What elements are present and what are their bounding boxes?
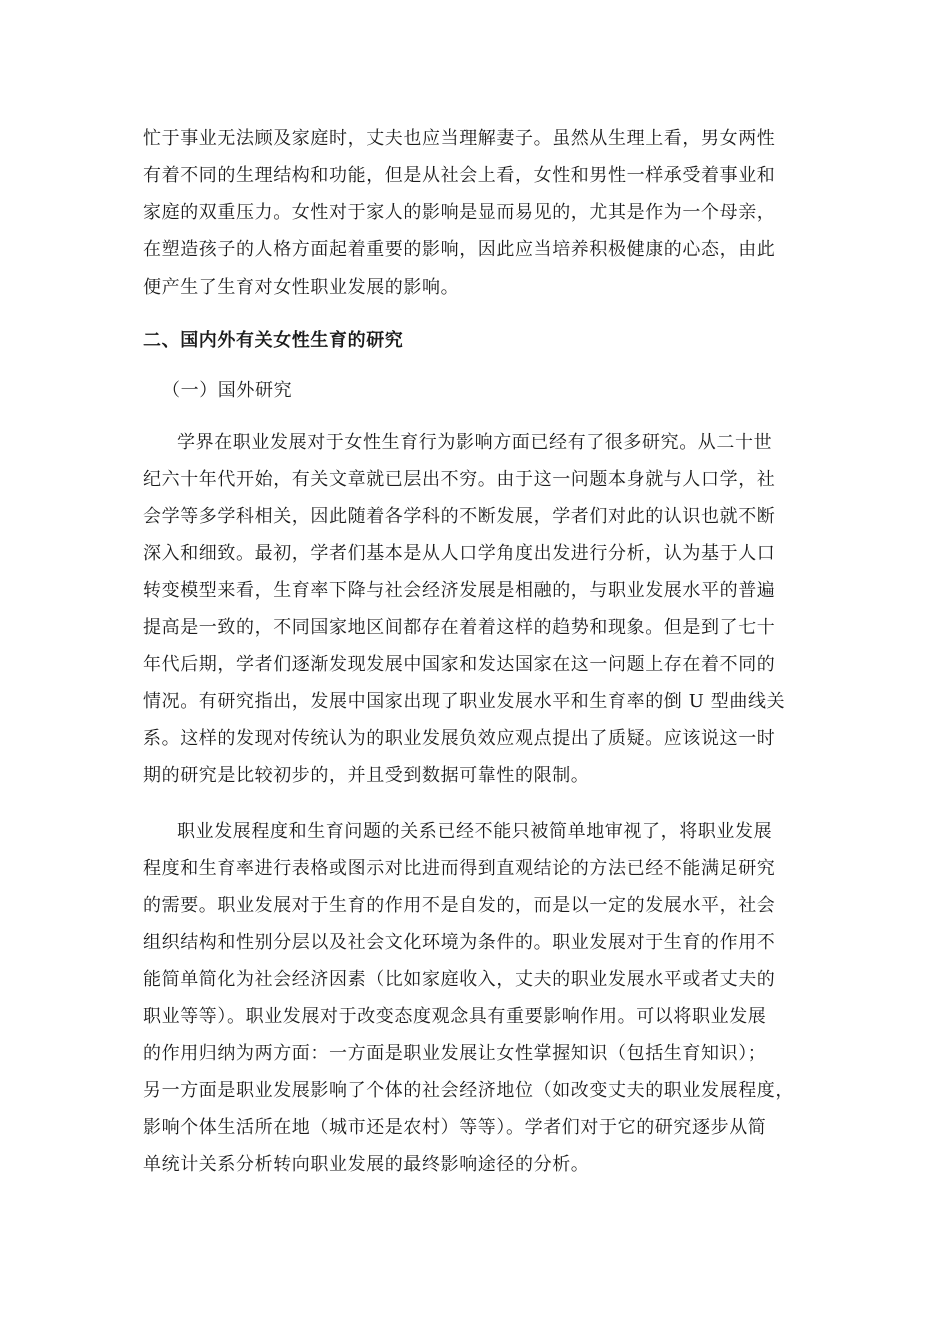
text-line: 有着不同的生理结构和功能，但是从社会上看，女性和男性一样承受着事业和 — [143, 165, 776, 186]
section-heading: 二、国内外有关女性生育的研究 — [143, 330, 404, 351]
text-line: 单统计关系分析转向职业发展的最终影响途径的分析。 — [143, 1154, 590, 1175]
text-line: 系。这样的发现对传统认为的职业发展负效应观点提出了质疑。应该说这一时 — [143, 728, 776, 749]
text-line: 的需要。职业发展对于生育的作用不是自发的，而是以一定的发展水平，社会 — [143, 895, 776, 916]
text-line: 家庭的双重压力。女性对于家人的影响是显而易见的，尤其是作为一个母亲， — [143, 202, 776, 223]
text-line: 另一方面是职业发展影响了个体的社会经济地位（如改变丈夫的职业发展程度， — [143, 1080, 794, 1101]
text-line: 提高是一致的，不同国家地区间都存在着着这样的趋势和现象。但是到了七十 — [143, 617, 776, 638]
text-line: 职业等等）。职业发展对于改变态度观念具有重要影响作用。可以将职业发展 — [143, 1006, 767, 1027]
text-line: 会学等多学科相关，因此随着各学科的不断发展，学者们对此的认识也就不断 — [143, 506, 776, 527]
text-line: 转变模型来看，生育率下降与社会经济发展是相融的，与职业发展水平的普遍 — [143, 580, 776, 601]
text-line: 影响个体生活所在地（城市还是农村）等等）。学者们对于它的研究逐步从简 — [143, 1117, 767, 1138]
text-line: 在塑造孩子的人格方面起着重要的影响，因此应当培养积极健康的心态，由此 — [143, 239, 776, 260]
text-line: 忙于事业无法顾及家庭时，丈夫也应当理解妻子。虽然从生理上看，男女两性 — [143, 128, 776, 149]
text-line: 能简单简化为社会经济因素（比如家庭收入，丈夫的职业发展水平或者丈夫的 — [143, 969, 776, 990]
text-line: 程度和生育率进行表格或图示对比进而得到直观结论的方法已经不能满足研究 — [143, 858, 776, 879]
text-line: 深入和细致。最初，学者们基本是从人口学角度出发进行分析，认为基于人口 — [143, 543, 776, 564]
text-line: 情况。有研究指出，发展中国家出现了职业发展水平和生育率的倒 U 型曲线关 — [143, 691, 786, 712]
text-line: 期的研究是比较初步的，并且受到数据可靠性的限制。 — [143, 765, 590, 786]
text-line: 年代后期，学者们逐渐发现发展中国家和发达国家在这一问题上存在着不同的 — [143, 654, 776, 675]
text-line: 组织结构和性别分层以及社会文化环境为条件的。职业发展对于生育的作用不 — [143, 932, 776, 953]
subsection-heading: （一）国外研究 — [162, 380, 293, 401]
text-line: 职业发展程度和生育问题的关系已经不能只被简单地审视了，将职业发展 — [177, 821, 773, 842]
text-line: 便产生了生育对女性职业发展的影响。 — [143, 277, 460, 298]
text-line: 学界在职业发展对于女性生育行为影响方面已经有了很多研究。从二十世 — [177, 432, 773, 453]
text-line: 的作用归纳为两方面：一方面是职业发展让女性掌握知识（包括生育知识）； — [143, 1043, 767, 1064]
text-line: 纪六十年代开始，有关文章就已层出不穷。由于这一问题本身就与人口学，社 — [143, 469, 776, 490]
